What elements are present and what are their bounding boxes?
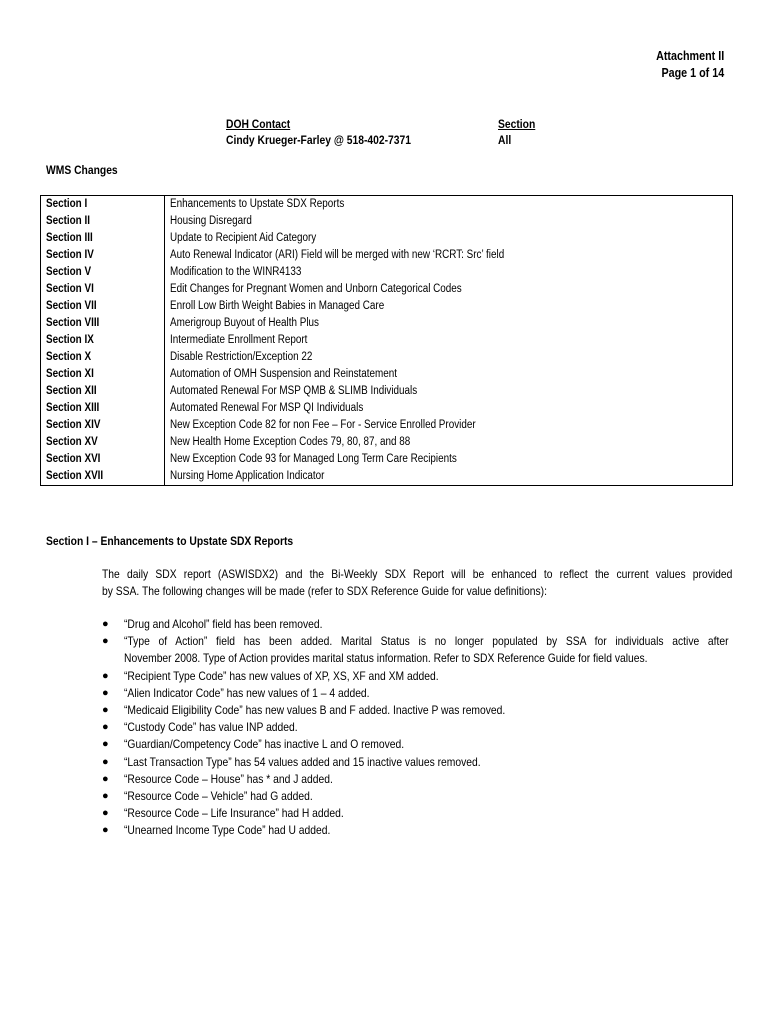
table-row (41, 264, 733, 281)
attachment-label: Attachment II (655, 49, 724, 63)
table-row (41, 400, 733, 417)
description-cell: Enroll Low Birth Weight Babies in Managed Care (165, 298, 733, 315)
table-row (41, 468, 733, 486)
description-cell: Disable Restriction/Exception 22 (165, 349, 733, 366)
description-cell: Housing Disregard (165, 213, 733, 230)
table-row (41, 196, 733, 214)
section-cell: Section IV (41, 247, 165, 264)
intro-line-1: The daily SDX report (ASWISDX2) and the Bi-Weekly SDX Report will be enhanced to reflect the current values provided (102, 567, 733, 581)
section-cell: Section IX (41, 332, 165, 349)
section-cell: Section XVI (41, 451, 165, 468)
description-cell: Update to Recipient Aid Category (165, 230, 733, 247)
list-item: ● “Medicaid Eligibility Code” has new values B and F added. Inactive P was removed. (102, 702, 732, 719)
description-cell: Edit Changes for Pregnant Women and Unborn Categorical Codes (165, 281, 733, 298)
section-cell: Section VII (41, 298, 165, 315)
list-item: ● “Type of Action” field has been added. Marital Status is no longer populated by SSA for individuals active after November 2008. Type of Action provides marital status information. Refer to SDX Reference Guide for field values. (102, 634, 729, 666)
description-cell: New Exception Code 93 for Managed Long Term Care Recipients (165, 451, 733, 468)
wms-changes-heading: WMS Changes (46, 163, 118, 177)
section-cell: Section XII (41, 383, 165, 400)
intro-line-2: by SSA. The following changes will be made (refer to SDX Reference Guide for value definitions): (102, 584, 547, 598)
page-number: Page 1 of 14 (661, 66, 724, 80)
table-row (41, 298, 733, 315)
section-cell: Section II (41, 213, 165, 230)
contact-name: Cindy Krueger-Farley @ 518-402-7371 (226, 133, 412, 147)
description-cell: New Health Home Exception Codes 79, 80, 87, and 88 (165, 434, 733, 451)
list-item: ● “Custody Code” has value INP added. (102, 719, 732, 736)
description-cell: Amerigroup Buyout of Health Plus (165, 315, 733, 332)
bullet-icon: ● (102, 824, 109, 837)
list-item: ● “Resource Code – Vehicle” had G added. (102, 788, 732, 805)
description-cell: Automation of OMH Suspension and Reinstatement (165, 366, 733, 383)
section-cell: Section V (41, 264, 165, 281)
bullet-icon: ● (102, 790, 109, 803)
section-cell: Section X (41, 349, 165, 366)
table-row (41, 383, 733, 400)
table-row (41, 213, 733, 230)
section-cell: Section I (41, 196, 165, 214)
description-cell: Automated Renewal For MSP QMB & SLIMB Individuals (165, 383, 733, 400)
list-item: ● “Resource Code – House” has * and J added. (102, 771, 732, 788)
bullet-icon: ● (102, 686, 109, 699)
changes-table (40, 195, 733, 486)
section-cell: Section XI (41, 366, 165, 383)
table-row (41, 366, 733, 383)
list-item: ● “Recipient Type Code” has new values of XP, XS, XF and XM added. (102, 668, 732, 685)
contact-heading: DOH Contact (226, 117, 291, 131)
bullet-icon: ● (102, 807, 109, 820)
bullet-icon: ● (102, 635, 109, 648)
bullet-icon: ● (102, 669, 109, 682)
section-cell: Section VI (41, 281, 165, 298)
list-item: ● “Guardian/Competency Code” has inactive L and O removed. (102, 736, 732, 753)
list-item: ● “Drug and Alcohol” field has been removed. (102, 616, 732, 633)
section-cell: Section XIV (41, 417, 165, 434)
list-item: ● “Last Transaction Type” has 54 values added and 15 inactive values removed. (102, 754, 732, 771)
description-cell: Auto Renewal Indicator (ARI) Field will be merged with new ‘RCRT: Src’ field (165, 247, 733, 264)
description-cell: Automated Renewal For MSP QI Individuals (165, 400, 733, 417)
list-item: ● “Alien Indicator Code” has new values of 1 – 4 added. (102, 685, 732, 702)
table-row (41, 434, 733, 451)
bullet-icon: ● (102, 772, 109, 785)
section-value: All (498, 133, 512, 147)
bullet-icon: ● (102, 704, 109, 717)
section-1-heading: Section I – Enhancements to Upstate SDX Reports (46, 534, 294, 548)
table-row (41, 451, 733, 468)
section-cell: Section XIII (41, 400, 165, 417)
table-row (41, 332, 733, 349)
changes-bullet-list (102, 616, 732, 840)
bullet-icon: ● (102, 618, 109, 630)
table-row (41, 281, 733, 298)
section-cell: Section XV (41, 434, 165, 451)
section-1-intro (102, 566, 732, 600)
bullet-icon: ● (102, 721, 109, 734)
attachment-header (645, 48, 724, 82)
section-heading: Section (498, 117, 536, 131)
table-row (41, 230, 733, 247)
table-row (41, 315, 733, 332)
section-cell: Section III (41, 230, 165, 247)
description-cell: Nursing Home Application Indicator (165, 468, 733, 486)
description-cell: Intermediate Enrollment Report (165, 332, 733, 349)
table-row (41, 417, 733, 434)
doh-contact (226, 116, 441, 148)
section-info (498, 116, 541, 148)
section-cell: Section VIII (41, 315, 165, 332)
bullet-icon: ● (102, 738, 109, 751)
description-cell: Enhancements to Upstate SDX Reports (165, 196, 733, 214)
table-row (41, 247, 733, 264)
bullet-icon: ● (102, 755, 109, 768)
description-cell: Modification to the WINR4133 (165, 264, 733, 281)
section-cell: Section XVII (41, 468, 165, 486)
list-item: ● “Unearned Income Type Code” had U added. (102, 822, 732, 839)
list-item: ● “Resource Code – Life Insurance” had H added. (102, 805, 732, 822)
description-cell: New Exception Code 82 for non Fee – For - Service Enrolled Provider (165, 417, 733, 434)
table-row (41, 349, 733, 366)
